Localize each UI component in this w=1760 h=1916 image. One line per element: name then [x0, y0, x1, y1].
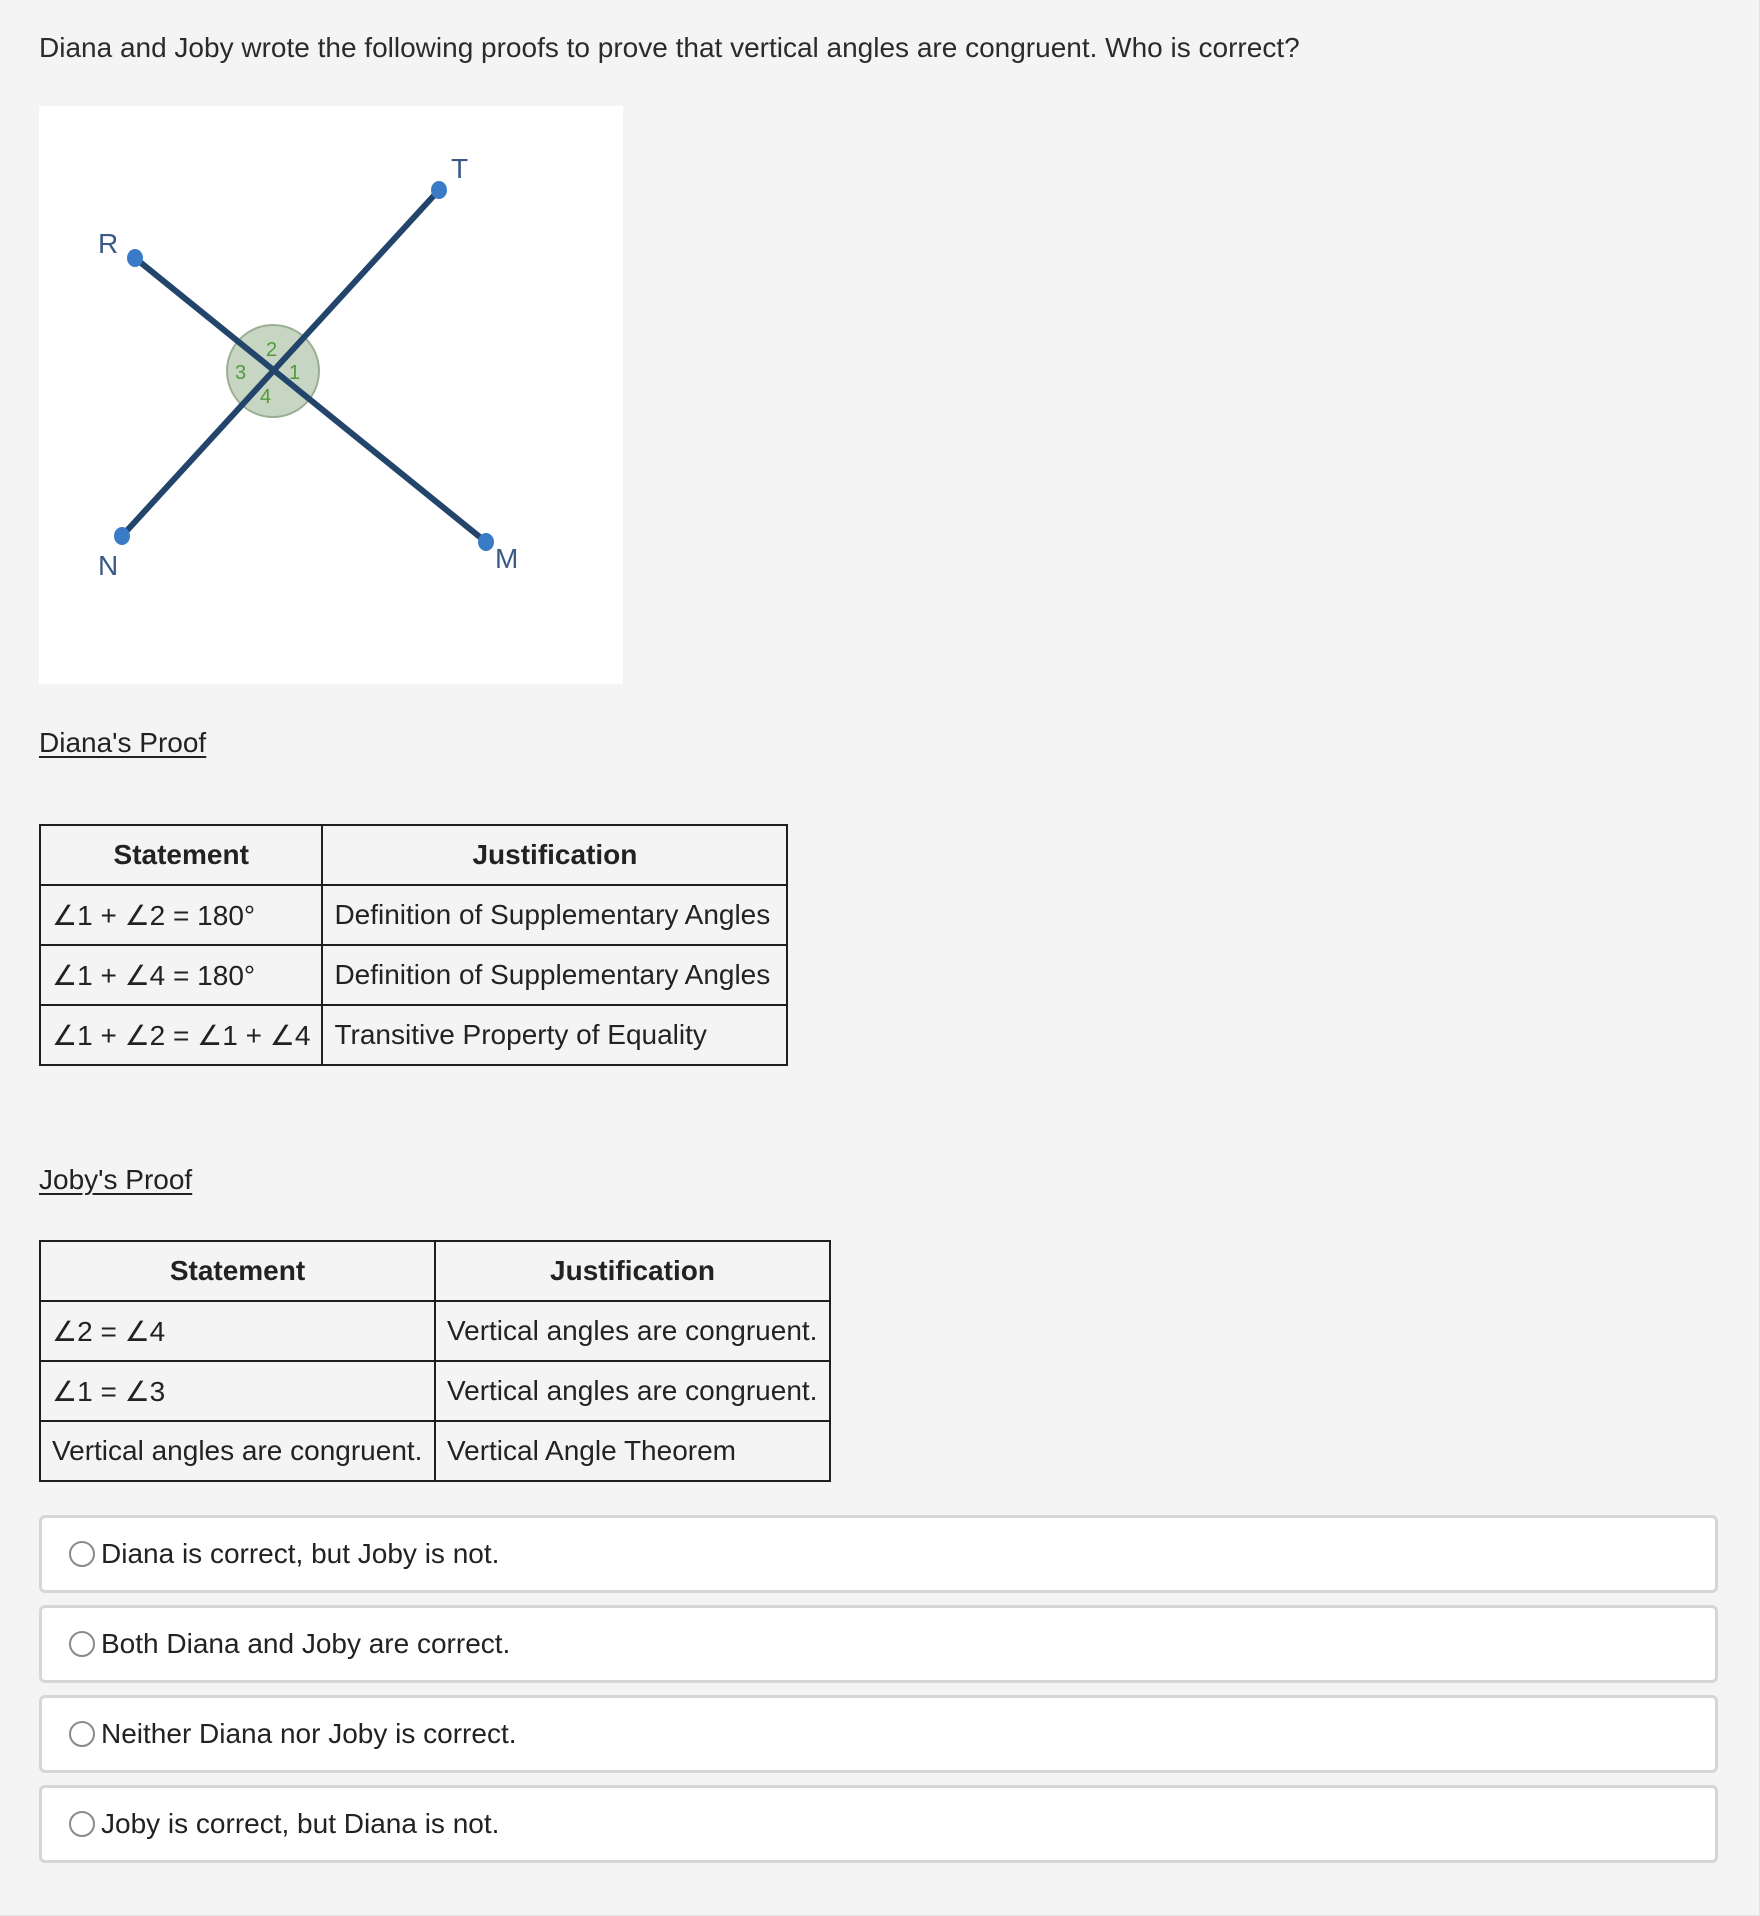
table-header-row	[40, 1241, 830, 1301]
table-row	[40, 885, 787, 945]
statement-cell: ∠1 = ∠3	[40, 1361, 435, 1421]
radio-button[interactable]	[69, 1541, 95, 1567]
point-r-dot	[127, 249, 143, 267]
point-label-m: M	[495, 543, 519, 574]
statement-cell: ∠2 = ∠4	[40, 1301, 435, 1361]
table-row	[40, 1421, 830, 1481]
point-n-dot	[114, 527, 130, 545]
angle-label-1: 1	[289, 362, 301, 384]
angle-label-2: 2	[266, 339, 278, 361]
answer-choice-label: Diana is correct, but Joby is not.	[101, 1538, 500, 1569]
figure-svg	[39, 106, 623, 684]
radio-button[interactable]	[69, 1811, 95, 1837]
justification-cell: Vertical angles are congruent.	[435, 1301, 830, 1361]
statement-cell: ∠1 + ∠2 = 180°	[40, 885, 322, 945]
answer-choice-4[interactable]	[39, 1785, 1718, 1863]
radio-button[interactable]	[69, 1631, 95, 1657]
justification-cell: Transitive Property of Equality	[322, 1005, 787, 1065]
diana-proof-table	[39, 824, 788, 1066]
statement-cell: Vertical angles are congruent.	[40, 1421, 435, 1481]
statement-cell: ∠1 + ∠4 = 180°	[40, 945, 322, 1005]
joby-proof-table	[39, 1240, 831, 1482]
justification-cell: Vertical Angle Theorem	[435, 1421, 830, 1481]
answer-choice-label: Both Diana and Joby are correct.	[101, 1628, 511, 1659]
justification-cell: Definition of Supplementary Angles	[322, 885, 787, 945]
point-m-dot	[478, 533, 494, 551]
question-text: Diana and Joby wrote the following proofs to prove that vertical angles are congruent. Who is correct?	[39, 32, 1300, 63]
radio-button[interactable]	[69, 1721, 95, 1747]
diana-proof-heading: Diana's Proof	[39, 727, 207, 758]
angle-label-3: 3	[235, 362, 247, 384]
table-row	[40, 1301, 830, 1361]
answer-choice-1[interactable]	[39, 1515, 1718, 1593]
joby-proof-heading: Joby's Proof	[39, 1164, 193, 1195]
angle-label-4: 4	[260, 386, 272, 408]
table-header-row	[40, 825, 787, 885]
statement-header: Statement	[40, 825, 322, 885]
justification-header: Justification	[435, 1241, 830, 1301]
point-t-dot	[431, 181, 447, 199]
answer-choice-label: Neither Diana nor Joby is correct.	[101, 1718, 517, 1749]
statement-cell: ∠1 + ∠2 = ∠1 + ∠4	[40, 1005, 322, 1065]
answer-choice-label: Joby is correct, but Diana is not.	[101, 1808, 500, 1839]
line-nt	[122, 190, 439, 536]
justification-header: Justification	[322, 825, 787, 885]
vertical-angles-figure	[39, 106, 623, 684]
table-row	[40, 1005, 787, 1065]
point-label-r: R	[98, 228, 119, 259]
point-label-n: N	[98, 550, 119, 581]
line-rm	[135, 258, 486, 542]
justification-cell: Definition of Supplementary Angles	[322, 945, 787, 1005]
answer-choice-2[interactable]	[39, 1605, 1718, 1683]
statement-header: Statement	[40, 1241, 435, 1301]
justification-cell: Vertical angles are congruent.	[435, 1361, 830, 1421]
point-label-t: T	[451, 153, 469, 184]
table-row	[40, 1361, 830, 1421]
answer-choices	[39, 1515, 1718, 1875]
table-row	[40, 945, 787, 1005]
answer-choice-3[interactable]	[39, 1695, 1718, 1773]
